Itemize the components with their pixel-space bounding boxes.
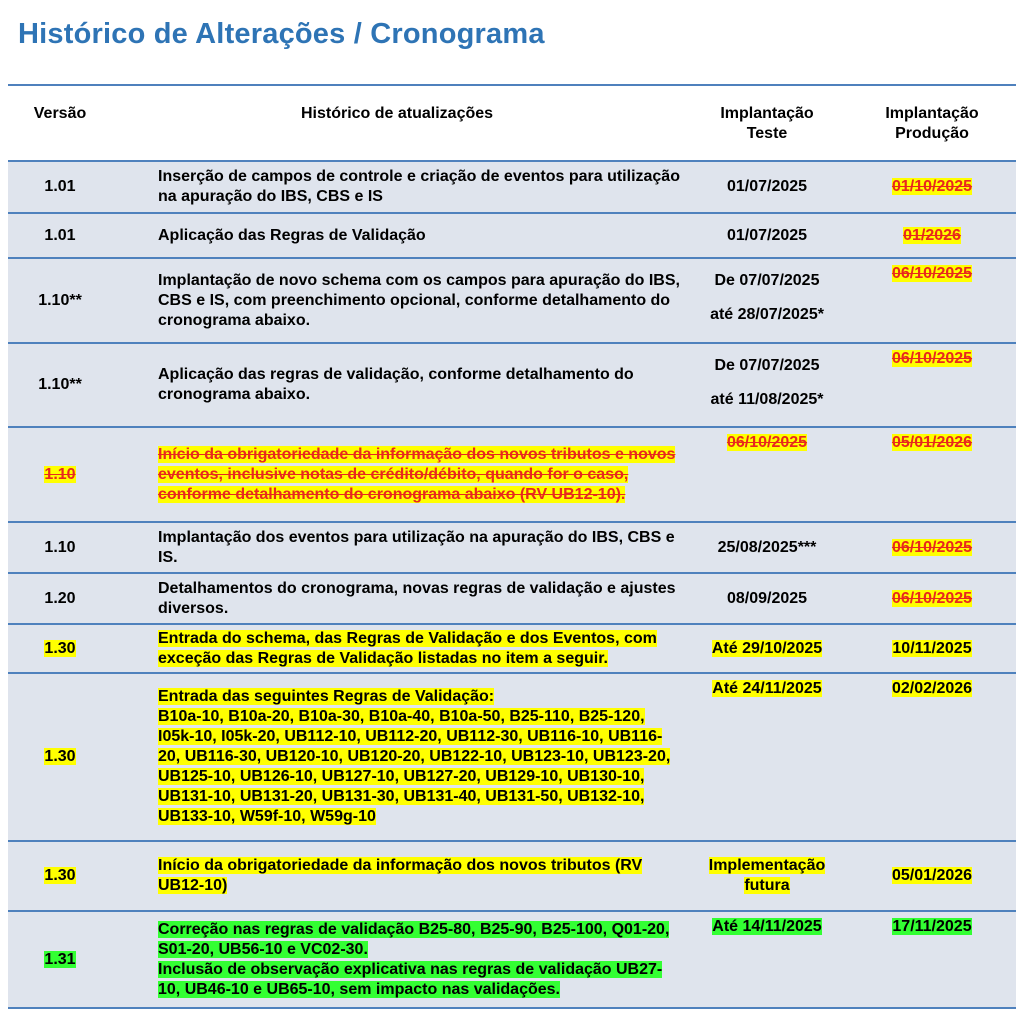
header-versao: Versão: [8, 86, 112, 161]
producao-date: 05/01/2026: [891, 434, 973, 451]
producao-cell: [848, 258, 1016, 343]
teste-cell: 08/09/2025: [686, 573, 848, 624]
table-row: [8, 522, 1016, 573]
table-row: [8, 161, 1016, 213]
historico-cell: Aplicação das regras de validação, conforme detalhamento do cronograma abaixo.: [112, 343, 686, 427]
versao-cell: 1.01: [8, 161, 112, 213]
producao-cell: [848, 522, 1016, 573]
versao-cell: 1.30: [8, 673, 112, 841]
historico-cell: Detalhamentos do cronograma, novas regras de validação e ajustes diversos.: [112, 573, 686, 624]
versao-cell: 1.31: [8, 911, 112, 1008]
producao-date: 01/2026: [903, 226, 961, 244]
versao-cell: 1.10: [8, 522, 112, 573]
header-implantacao-producao: Implantação Produção: [848, 86, 1016, 161]
teste-cell: 25/08/2025***: [686, 522, 848, 573]
teste-cell: 06/10/2025: [686, 427, 848, 522]
changelog-table: [8, 86, 1016, 1009]
producao-date: 06/10/2025: [891, 265, 973, 282]
producao-date: 01/10/2025: [891, 178, 973, 195]
teste-cell: Até 14/11/2025: [686, 911, 848, 1008]
versao-cell: 1.10**: [8, 258, 112, 343]
table-row: [8, 213, 1016, 258]
table-row: [8, 673, 1016, 841]
historico-cell: Início da obrigatoriedade da informação dos novos tributos e novos eventos, inclusive notas de crédito/débito, quando for o caso, conforme detalhamento do cronograma abaixo (RV UB12-10).: [112, 427, 686, 522]
producao-cell: [848, 213, 1016, 258]
teste-cell: 01/07/2025: [686, 161, 848, 213]
producao-cell: 17/11/2025: [848, 911, 1016, 1008]
historico-cell: Entrada das seguintes Regras de Validação: B10a-10, B10a-20, B10a-30, B10a-40, B10a-50, B25-110, B25-120, I05k-10, I05k-20, UB112-10, UB112-20, UB112-30, UB116-10, UB116-20, UB116-30, UB120-10, UB120-20, UB122-10, UB123-10, UB123-20, UB125-10, UB126-10, UB127-10, UB127-20, UB129-10, UB130-10, UB131-10, UB131-20, UB131-30, UB131-40, UB131-50, UB132-10, UB133-10, W59f-10, W59g-10: [112, 673, 686, 841]
producao-date: 06/10/2025: [891, 350, 973, 367]
teste-cell: Até 24/11/2025: [686, 673, 848, 841]
historico-cell: Implantação de novo schema com os campos para apuração do IBS, CBS e IS, com preenchimento opcional, conforme detalhamento do cronograma abaixo.: [112, 258, 686, 343]
producao-date: 06/10/2025: [891, 538, 973, 556]
table-row: [8, 911, 1016, 1008]
table-row: [8, 343, 1016, 427]
header-implantacao-teste: Implantação Teste: [686, 86, 848, 161]
teste-cell: Até 29/10/2025: [686, 624, 848, 673]
versao-cell: 1.10**: [8, 343, 112, 427]
table-row: [8, 841, 1016, 911]
producao-date: 06/10/2025: [891, 589, 973, 607]
page-title: Histórico de Alterações / Cronograma: [18, 18, 545, 50]
table-row: [8, 624, 1016, 673]
versao-cell: 1.01: [8, 213, 112, 258]
historico-cell: Aplicação das Regras de Validação: [112, 213, 686, 258]
producao-cell: [848, 427, 1016, 522]
teste-cell: 01/07/2025: [686, 213, 848, 258]
producao-cell: [848, 343, 1016, 427]
historico-cell: Início da obrigatoriedade da informação dos novos tributos (RV UB12-10): [112, 841, 686, 911]
producao-cell: 10/11/2025: [848, 624, 1016, 673]
teste-cell: De 07/07/2025 até 11/08/2025*: [686, 343, 848, 427]
historico-cell: Correção nas regras de validação B25-80, B25-90, B25-100, Q01-20, S01-20, UB56-10 e VC02-30. Inclusão de observação explicativa nas regras de validação UB27-10, UB46-10 e UB65-10, sem impacto nas validações.: [112, 911, 686, 1008]
historico-cell: Inserção de campos de controle e criação de eventos para utilização na apuração do IBS, CBS e IS: [112, 161, 686, 213]
versao-cell: 1.20: [8, 573, 112, 624]
table-row: [8, 427, 1016, 522]
versao-cell: 1.30: [8, 624, 112, 673]
producao-cell: 05/01/2026: [848, 841, 1016, 911]
producao-cell: [848, 573, 1016, 624]
versao-cell: 1.10: [8, 427, 112, 522]
header-row: [8, 86, 1016, 161]
header-historico: Histórico de atualizações: [112, 86, 686, 161]
historico-cell: Entrada do schema, das Regras de Validação e dos Eventos, com exceção das Regras de Validação listadas no item a seguir.: [112, 624, 686, 673]
producao-cell: 02/02/2026: [848, 673, 1016, 841]
producao-cell: [848, 161, 1016, 213]
teste-cell: De 07/07/2025 até 28/07/2025*: [686, 258, 848, 343]
versao-cell: 1.30: [8, 841, 112, 911]
historico-cell: Implantação dos eventos para utilização na apuração do IBS, CBS e IS.: [112, 522, 686, 573]
table-row: [8, 573, 1016, 624]
table-row: [8, 258, 1016, 343]
teste-cell: Implementação futura: [686, 841, 848, 911]
